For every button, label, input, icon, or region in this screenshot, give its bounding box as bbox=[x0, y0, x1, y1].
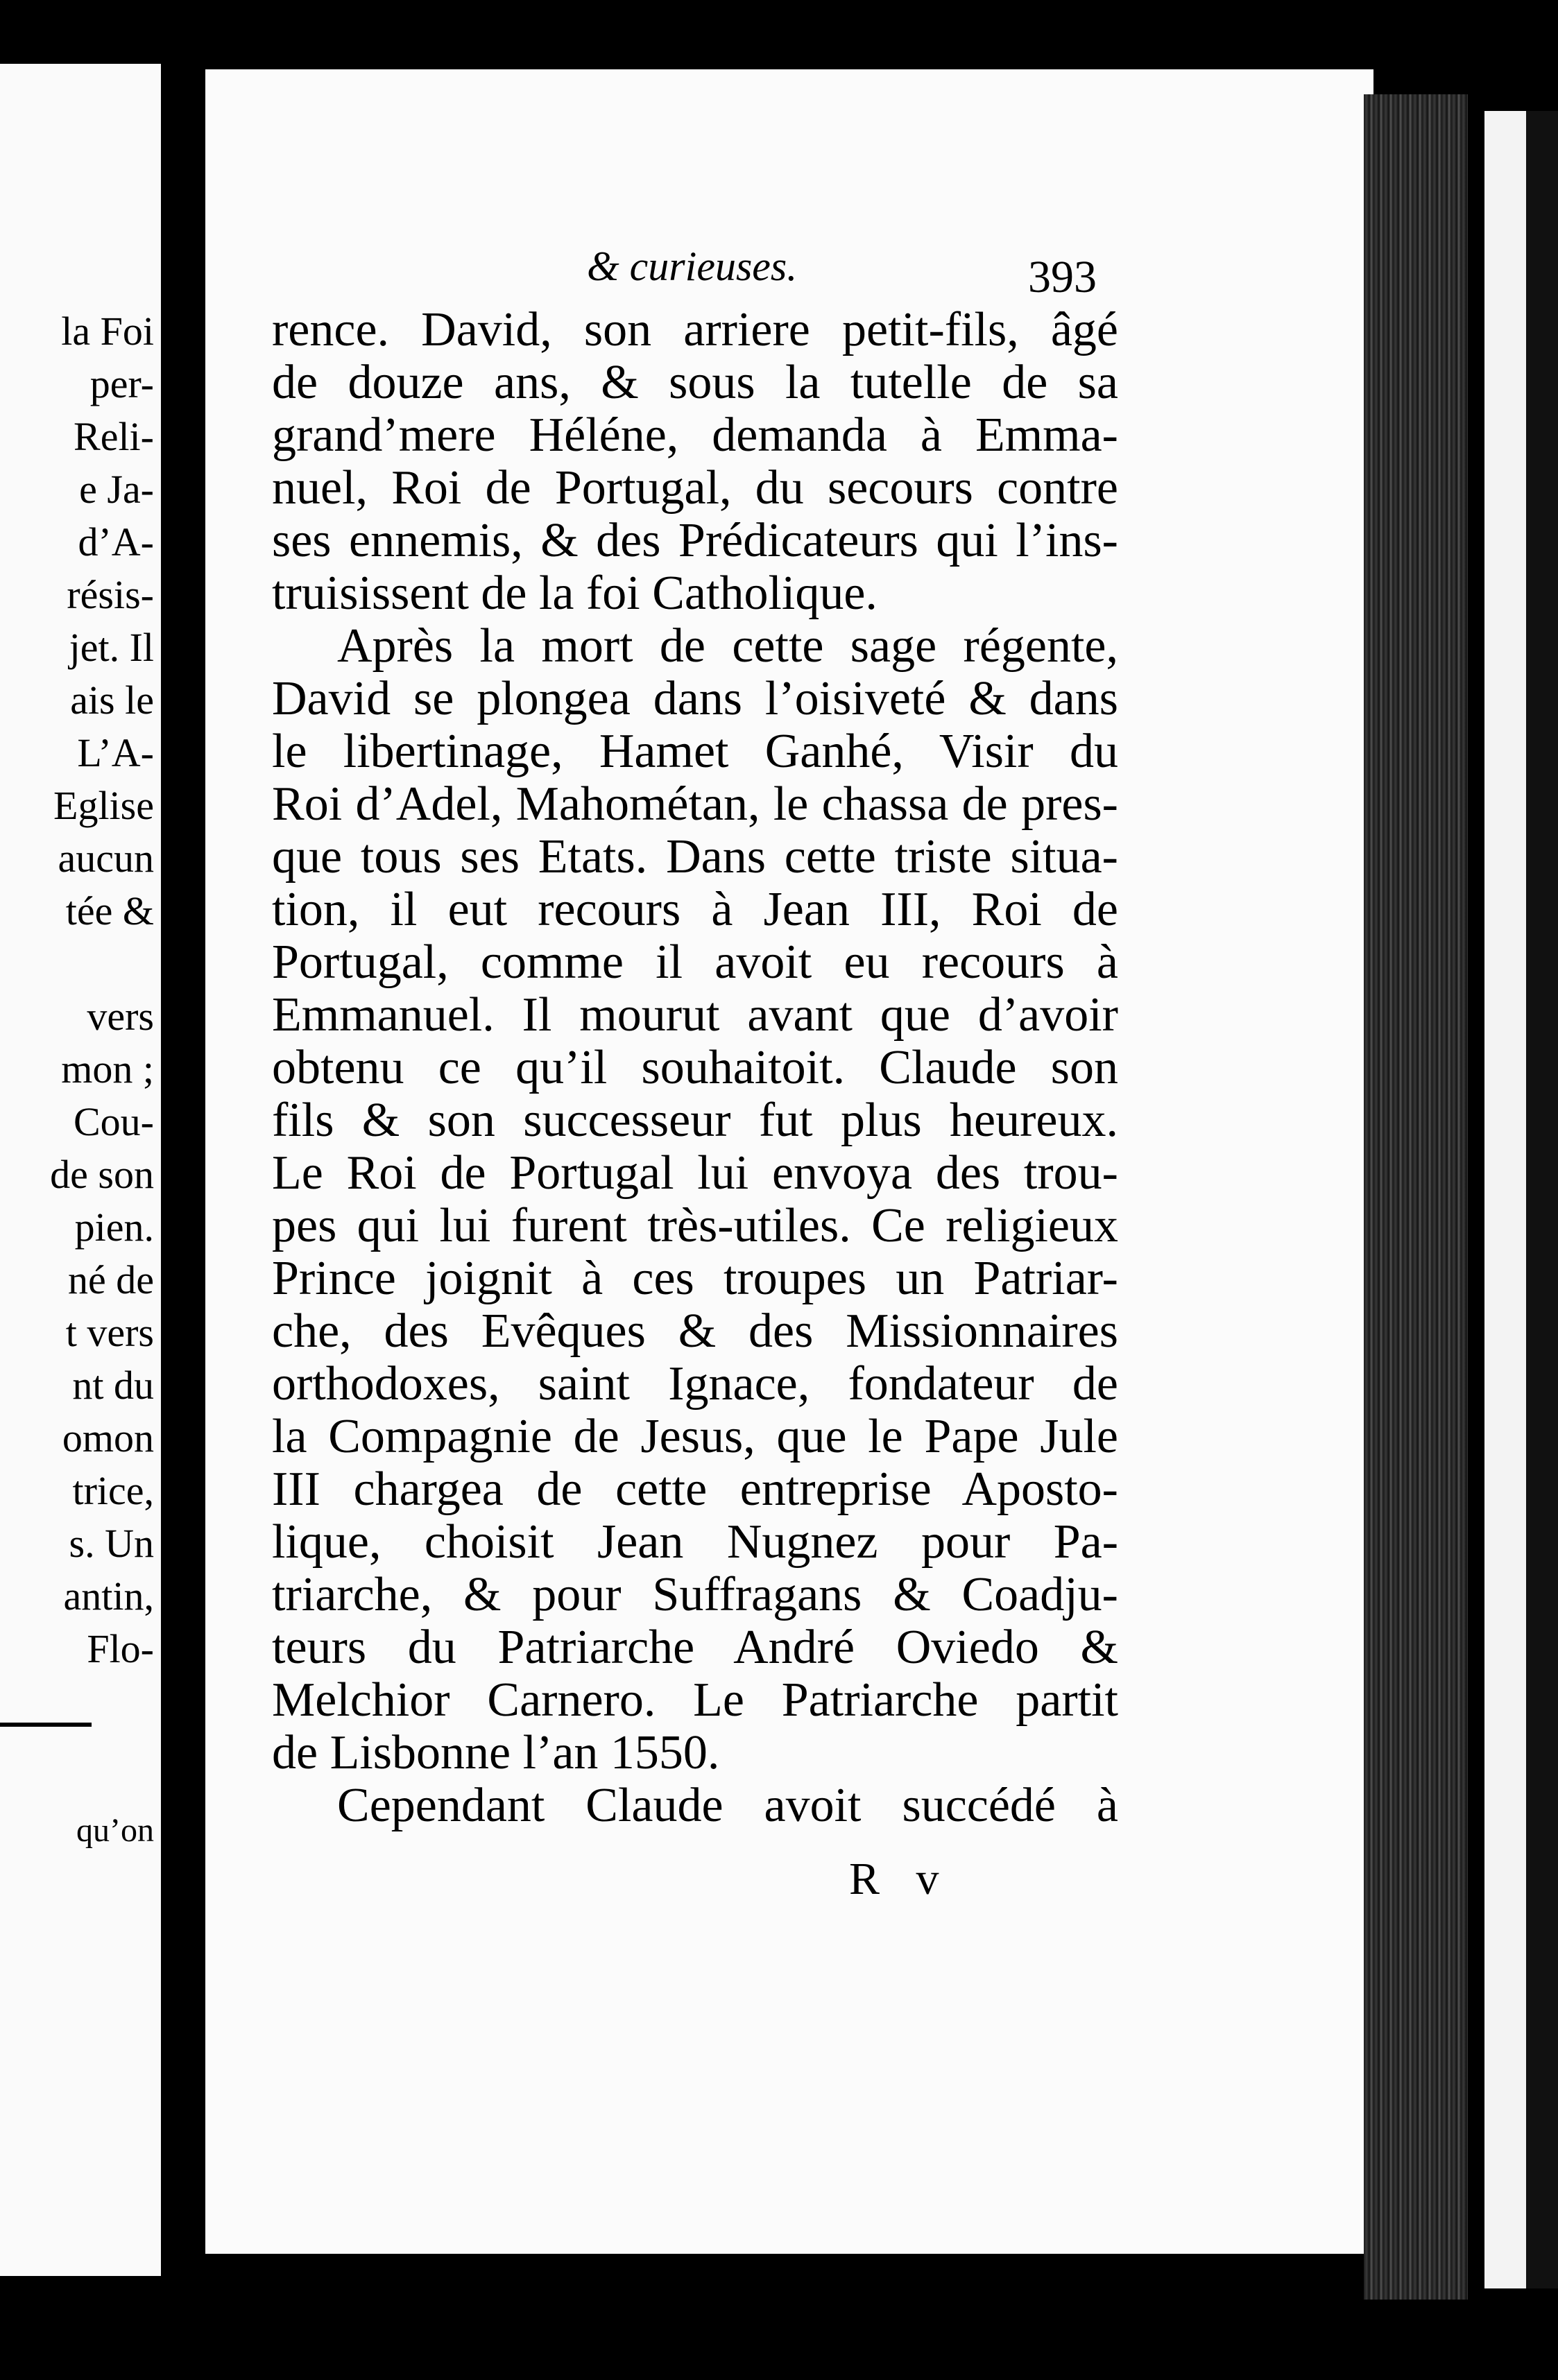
left-page-line: Flo- bbox=[87, 1626, 154, 1671]
text-line: rence. David, son arriere petit-fils, âgé bbox=[272, 303, 1118, 356]
text-line: la Compagnie de Jesus, que le Pape Jule bbox=[272, 1410, 1118, 1463]
left-page-line: d’A- bbox=[78, 519, 154, 564]
text-line: Cependant Claude avoit succédé à bbox=[337, 1779, 1118, 1832]
left-page-line: vers bbox=[87, 994, 154, 1039]
left-page-line: aucun bbox=[58, 836, 154, 881]
left-page-line: né de bbox=[68, 1257, 154, 1302]
left-page-line: de son bbox=[50, 1152, 154, 1197]
text-line: le libertinage, Hamet Ganhé, Visir du bbox=[272, 725, 1118, 778]
left-page-line: ais le bbox=[70, 678, 154, 723]
text-line: triarche, & pour Suffragans & Coadju- bbox=[272, 1568, 1118, 1621]
left-page-line: la Foi bbox=[61, 309, 154, 354]
left-page-line: trice, bbox=[72, 1468, 154, 1513]
text-line: teurs du Patriarche André Oviedo & bbox=[272, 1621, 1118, 1674]
page-edges bbox=[1364, 94, 1468, 2300]
text-line: Prince joignit à ces troupes un Patriar- bbox=[272, 1252, 1118, 1305]
book-gutter bbox=[161, 42, 208, 2330]
left-page-line: e Ja- bbox=[79, 467, 154, 512]
left-page-line: omon bbox=[62, 1415, 154, 1460]
left-page-line: jet. Il bbox=[69, 625, 154, 670]
left-page-line: Eglise bbox=[53, 783, 154, 828]
text-line: che, des Evêques & des Missionnaires bbox=[272, 1304, 1118, 1358]
book-page bbox=[205, 69, 1373, 2254]
text-line: fils & son successeur fut plus heureux. bbox=[272, 1094, 1118, 1147]
text-line: obtenu ce qu’il souhaitoit. Claude son bbox=[272, 1041, 1118, 1094]
left-page-line: tée & bbox=[65, 888, 154, 933]
left-page-line: per- bbox=[89, 361, 154, 406]
text-line: Portugal, comme il avoit eu recours à bbox=[272, 935, 1118, 989]
text-line: Melchior Carnero. Le Patriarche partit bbox=[272, 1673, 1118, 1727]
previous-page bbox=[0, 64, 161, 2276]
text-line: tion, il eut recours à Jean III, Roi de bbox=[272, 883, 1118, 936]
text-line: Le Roi de Portugal lui envoya des trou- bbox=[272, 1146, 1118, 1200]
next-page-edge bbox=[1484, 111, 1526, 2288]
text-line: III chargea de cette entreprise Aposto- bbox=[272, 1463, 1118, 1516]
left-page-line: nt du bbox=[72, 1363, 154, 1408]
text-line: pes qui lui furent très-utiles. Ce religieux bbox=[272, 1199, 1118, 1252]
text-line: de douze ans, & sous la tutelle de sa bbox=[272, 356, 1118, 409]
left-page-line: mon ; bbox=[61, 1046, 154, 1092]
text-line: ses ennemis, & des Prédicateurs qui l’ins- bbox=[272, 514, 1118, 567]
signature-mark: R v bbox=[849, 1854, 952, 1904]
text-line: nuel, Roi de Portugal, du secours contre bbox=[272, 461, 1118, 515]
text-line: orthodoxes, saint Ignace, fondateur de bbox=[272, 1357, 1118, 1411]
text-line: lique, choisit Jean Nugnez pour Pa- bbox=[272, 1515, 1118, 1569]
footnote-rule bbox=[0, 1723, 92, 1727]
text-line: David se plongea dans l’oisiveté & dans bbox=[272, 672, 1118, 725]
left-page-line: antin, bbox=[63, 1573, 154, 1619]
running-head: & curieuses. bbox=[587, 243, 798, 289]
page-number: 393 bbox=[1028, 252, 1097, 302]
left-page-line: Cou- bbox=[74, 1099, 154, 1144]
text-line: que tous ses Etats. Dans cette triste situa- bbox=[272, 830, 1118, 883]
left-page-footnote: qu’on bbox=[76, 1812, 154, 1849]
text-line: Roi d’Adel, Mahométan, le chassa de pres- bbox=[272, 777, 1118, 831]
text-line: grand’mere Héléne, demanda à Emma- bbox=[272, 408, 1118, 462]
text-line: Emmanuel. Il mourut avant que d’avoir bbox=[272, 988, 1118, 1042]
left-page-line: pien. bbox=[74, 1205, 154, 1250]
left-page-line: t vers bbox=[65, 1310, 154, 1355]
text-line: de Lisbonne l’an 1550. bbox=[272, 1726, 720, 1779]
book-edge-shadow bbox=[1526, 111, 1558, 2288]
text-line: Après la mort de cette sage régente, bbox=[337, 619, 1118, 673]
left-page-line: s. Un bbox=[69, 1521, 154, 1566]
left-page-line: résis- bbox=[67, 572, 154, 617]
left-page-line: Reli- bbox=[74, 414, 154, 459]
text-line: truisissent de la foi Catholique. bbox=[272, 567, 878, 620]
left-page-line: L’A- bbox=[77, 730, 154, 775]
